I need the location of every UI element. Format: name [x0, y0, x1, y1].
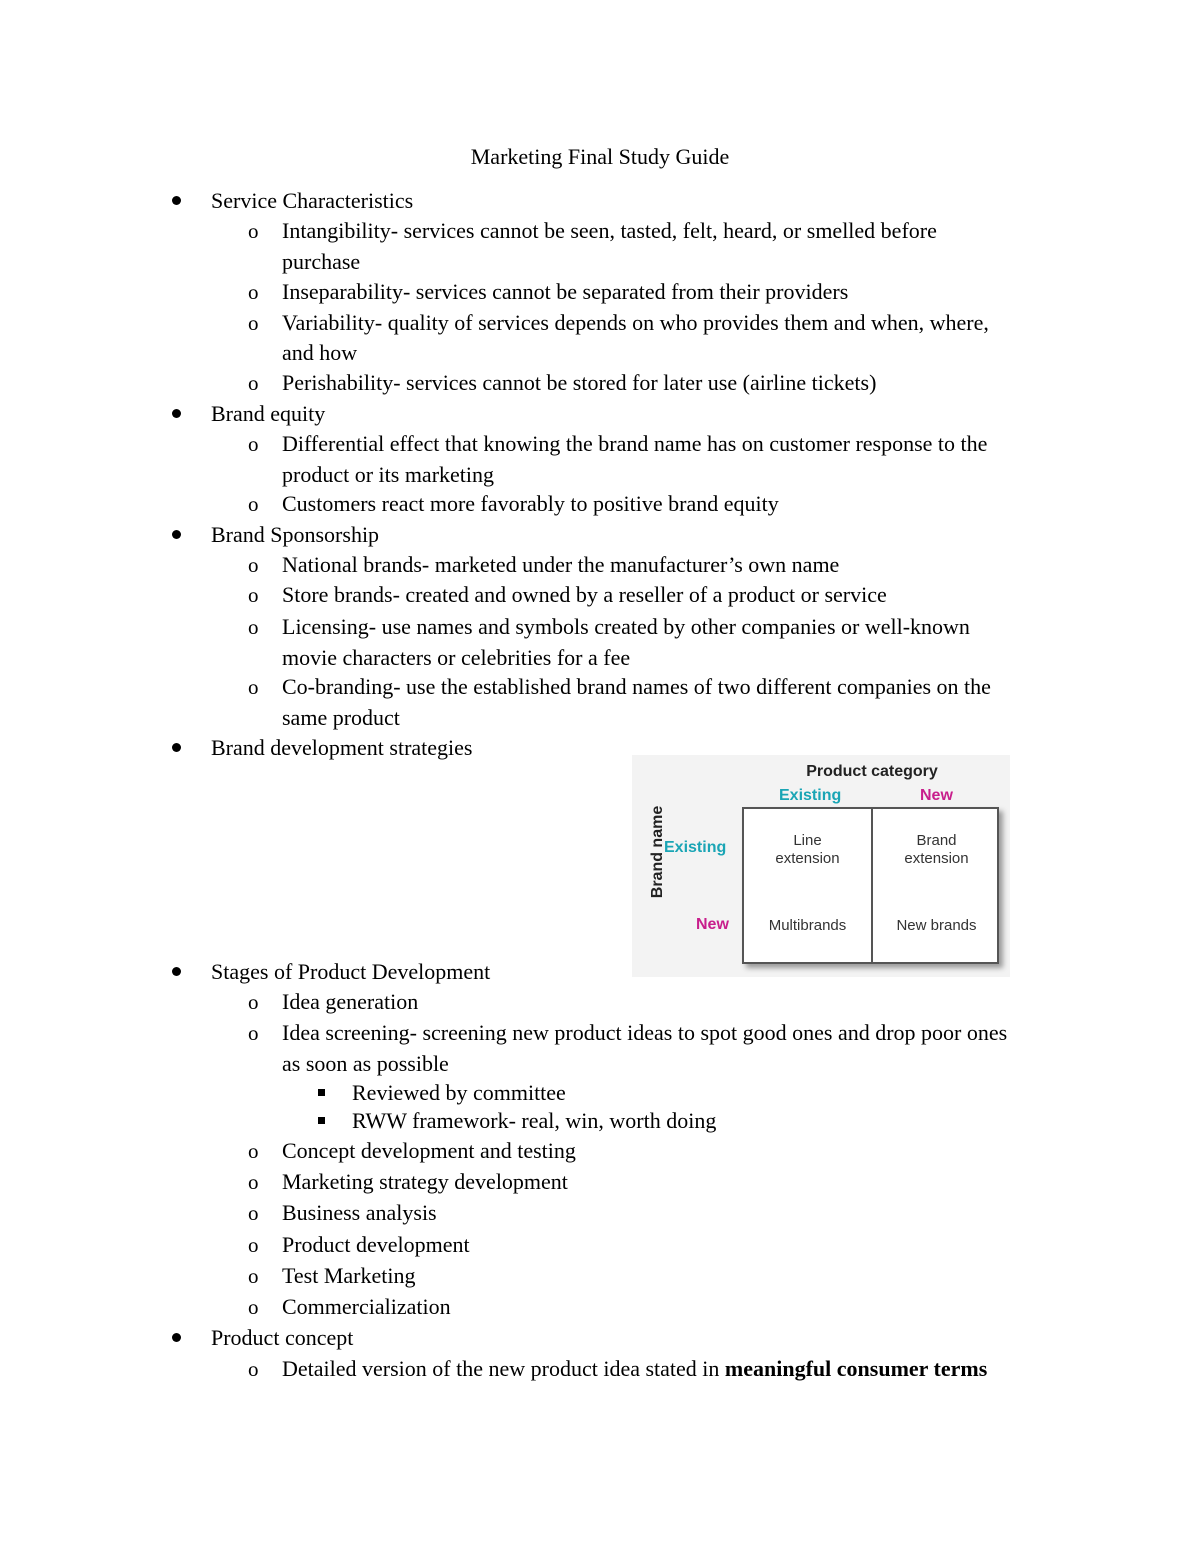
list-item: Idea generation: [282, 989, 419, 1014]
bullet-icon: [172, 186, 181, 216]
circle-bullet-icon: o: [248, 1233, 259, 1257]
list-item-bold-text: meaningful consumer terms: [724, 1356, 988, 1381]
circle-bullet-icon: o: [248, 492, 259, 516]
bullet-icon: [172, 520, 181, 550]
circle-bullet-icon: o: [248, 280, 259, 304]
section-heading-concept: Product concept: [211, 1325, 354, 1350]
list-item: [282, 1354, 987, 1384]
matrix-row-existing: Existing: [664, 839, 727, 856]
circle-bullet-icon: o: [248, 1295, 259, 1319]
cell-text: Brand: [916, 832, 957, 849]
list-item: Variability- quality of services depends on who provides them and when, where,: [282, 310, 989, 335]
list-item: Idea screening- screening new product ideas to spot good ones and drop poor ones: [282, 1020, 1008, 1045]
list-item: Test Marketing: [282, 1263, 416, 1288]
list-item: Commercialization: [282, 1294, 451, 1319]
circle-bullet-icon: o: [248, 219, 259, 243]
section-heading-sponsorship: Brand Sponsorship: [211, 522, 380, 547]
list-item: National brands- marketed under the manufacturer’s own name: [282, 552, 840, 577]
cell-text: extension: [775, 850, 840, 867]
square-bullet-icon: [318, 1106, 325, 1136]
list-item: Customers react more favorably to positive brand equity: [282, 491, 779, 516]
list-item: Licensing- use names and symbols created by other companies or well-known: [282, 614, 970, 639]
cell-text: extension: [904, 850, 969, 867]
circle-bullet-icon: o: [248, 311, 259, 335]
list-item: Concept development and testing: [282, 1138, 576, 1163]
list-item-continued: product or its marketing: [282, 462, 495, 487]
list-item-continued: movie characters or celebrities for a fee: [282, 645, 631, 670]
brand-strategy-matrix: [632, 755, 1010, 977]
circle-bullet-icon: o: [248, 1170, 259, 1194]
matrix-row-new: New: [696, 916, 729, 933]
section-heading-service: Service Characteristics: [211, 188, 414, 213]
matrix-category-label: Product category: [806, 763, 938, 780]
matrix-cell-line-extension: [744, 832, 871, 868]
sub-list-item: RWW framework- real, win, worth doing: [352, 1108, 717, 1133]
circle-bullet-icon: o: [248, 583, 259, 607]
list-item-continued: same product: [282, 705, 400, 730]
square-bullet-icon: [318, 1078, 325, 1108]
circle-bullet-icon: o: [248, 553, 259, 577]
cell-text: Line: [793, 832, 822, 849]
bullet-icon: [172, 957, 181, 987]
list-item: Marketing strategy development: [282, 1169, 568, 1194]
matrix-col-new: New: [920, 787, 953, 804]
page-title: Marketing Final Study Guide: [470, 144, 730, 169]
bullet-icon: [172, 1323, 181, 1353]
circle-bullet-icon: o: [248, 1264, 259, 1288]
circle-bullet-icon: o: [248, 1357, 259, 1381]
circle-bullet-icon: o: [248, 432, 259, 456]
circle-bullet-icon: o: [248, 1201, 259, 1225]
bullet-icon: [172, 399, 181, 429]
list-item-continued: as soon as possible: [282, 1051, 449, 1076]
section-heading-equity: Brand equity: [211, 401, 326, 426]
list-item: Differential effect that knowing the brand name has on customer response to the: [282, 431, 988, 456]
circle-bullet-icon: o: [248, 615, 259, 639]
matrix-cell-new-brands: New brands: [896, 917, 977, 934]
matrix-grid: [742, 807, 999, 964]
circle-bullet-icon: o: [248, 371, 259, 395]
section-heading-stages: Stages of Product Development: [211, 959, 491, 984]
matrix-cell-brand-extension: [873, 832, 1000, 868]
list-item: Inseparability- services cannot be separated from their providers: [282, 279, 849, 304]
circle-bullet-icon: o: [248, 1139, 259, 1163]
section-heading-strategies: Brand development strategies: [211, 735, 473, 760]
list-item-continued: purchase: [282, 249, 361, 274]
list-item: Co-branding- use the established brand names of two different companies on the: [282, 674, 991, 699]
matrix-brand-label: Brand name: [649, 805, 666, 899]
bullet-icon: [172, 733, 181, 763]
circle-bullet-icon: o: [248, 990, 259, 1014]
list-item-text: Detailed version of the new product idea stated in: [282, 1356, 725, 1381]
matrix-col-existing: Existing: [779, 787, 842, 804]
list-item: Product development: [282, 1232, 470, 1257]
list-item: Perishability- services cannot be stored for later use (airline tickets): [282, 370, 877, 395]
list-item: Intangibility- services cannot be seen, tasted, felt, heard, or smelled before: [282, 218, 937, 243]
list-item: Business analysis: [282, 1200, 437, 1225]
matrix-cell-multibrands: Multibrands: [768, 917, 847, 934]
list-item: Store brands- created and owned by a reseller of a product or service: [282, 582, 887, 607]
list-item-continued: and how: [282, 340, 358, 365]
circle-bullet-icon: o: [248, 1021, 259, 1045]
circle-bullet-icon: o: [248, 675, 259, 699]
sub-list-item: Reviewed by committee: [352, 1080, 566, 1105]
